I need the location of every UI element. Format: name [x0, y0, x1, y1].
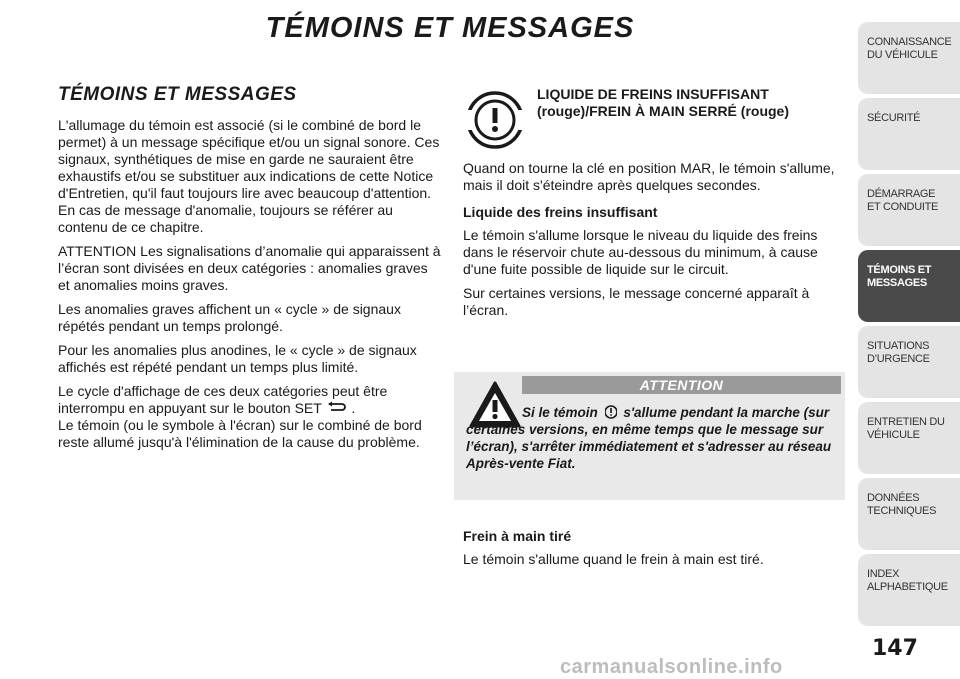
attention-text-pre: Si le témoin [522, 405, 598, 420]
attention-box [454, 372, 845, 500]
tab-label: SITUATIONS D’URGENCE [867, 340, 930, 365]
attention-paragraph: ATTENTION Les signalisations d’anomalie qui apparaissent à l’écran sont divisées en deux catégories : anomalies graves et anomalies moins graves. [58, 243, 441, 293]
tab-label: DONNÉES TECHNIQUES [867, 492, 937, 517]
anodine-paragraph: Pour les anomalies plus anodines, le « cycle » de signaux affichés est répété pendant un temps plus limité. [58, 342, 417, 375]
tab-label: SÉCURITÉ [867, 112, 921, 124]
tab-situations[interactable] [858, 326, 960, 398]
frein-paragraph: Le témoin s'allume quand le frein à main est tiré. [463, 551, 764, 567]
tab-label: DÉMARRAGE ET CONDUITE [867, 188, 939, 213]
page-number: 147 [872, 636, 918, 661]
brake-warning-icon [463, 88, 527, 152]
grave-paragraph: Les anomalies graves affichent un « cycle » de signaux répétés pendant un temps prolongé. [58, 301, 401, 334]
tab-demarrage[interactable] [858, 174, 960, 246]
watermark: carmanualsonline.info [560, 656, 783, 678]
section-heading: TÉMOINS ET MESSAGES [58, 84, 297, 105]
message-paragraph: Sur certaines versions, le message concerné apparaît à l’écran. [463, 285, 810, 318]
warning-title [537, 86, 789, 120]
right-column [463, 86, 848, 326]
attention-text-post: s'allume pendant la marche (sur certaines versions, en même temps que le message sur l’écran), s'arrêter immédiatement et s'adresser au réseau Après-vente Fiat. [466, 405, 832, 471]
brake-inline-icon [602, 405, 620, 419]
tab-securite[interactable] [858, 98, 960, 170]
temoin-text: Le témoin (ou le symbole à l'écran) sur le combiné de bord reste allumé jusqu'à l'élimination de la cause du problème. [58, 417, 422, 450]
warning-title-line2: (rouge)/FREIN À MAIN SERRÉ (rouge) [537, 103, 789, 119]
warning-header [463, 86, 848, 156]
page-title: TÉMOINS ET MESSAGES [265, 12, 635, 44]
tab-label: ENTRETIEN DU VÉHICULE [867, 416, 945, 441]
chapter-sidebar [858, 22, 960, 630]
warning-title-line1: LIQUIDE DE FREINS INSUFFISANT [537, 86, 769, 102]
tab-temoins[interactable] [858, 250, 960, 322]
tab-label: CONNAISSANCE DU VÉHICULE [867, 36, 952, 61]
tab-label: INDEX ALPHABETIQUE [867, 568, 948, 593]
attention-label: ATTENTION [522, 376, 841, 394]
cycle-text: Le cycle d'affichage de ces deux catégories peut être interrompu en appuyant sur le bouton SET [58, 383, 388, 416]
attention-text [466, 404, 836, 472]
tab-donnees[interactable] [858, 478, 960, 550]
mar-paragraph: Quand on tourne la clé en position MAR, le témoin s'allume, mais il doit s'éteindre après quelques secondes. [463, 160, 835, 193]
tab-connaissance[interactable] [858, 22, 960, 94]
cycle-text-end: . [351, 400, 356, 416]
cycle-paragraph [58, 383, 443, 451]
frein-section [463, 528, 848, 568]
intro-paragraph: L'allumage du témoin est associé (si le combiné de bord le permet) à un message spécifique et/ou un signal sonore. Ces signaux, synthétiques de mise en garde ne sauraient être exhaustifs et/ou se substituer aux indications de cette Notice d'Entretien, qu'il faut toujours lire avec beaucoup d'attention. En cas de message d'anomalie, toujours se référer au contenu de ce chapitre. [58, 117, 440, 235]
set-button-icon [325, 401, 347, 413]
tab-entretien[interactable] [858, 402, 960, 474]
tab-index[interactable] [858, 554, 960, 626]
liquide-paragraph: Le témoin s'allume lorsque le niveau du liquide des freins dans le réservoir chute au-dessous du minimum, à cause d'une fuite possible de liquide sur le circuit. [463, 227, 818, 277]
left-column [58, 86, 443, 458]
liquide-heading: Liquide des freins insuffisant [463, 204, 658, 220]
frein-heading: Frein à main tiré [463, 528, 572, 544]
tab-label: TÉMOINS ET MESSAGES [867, 264, 932, 289]
